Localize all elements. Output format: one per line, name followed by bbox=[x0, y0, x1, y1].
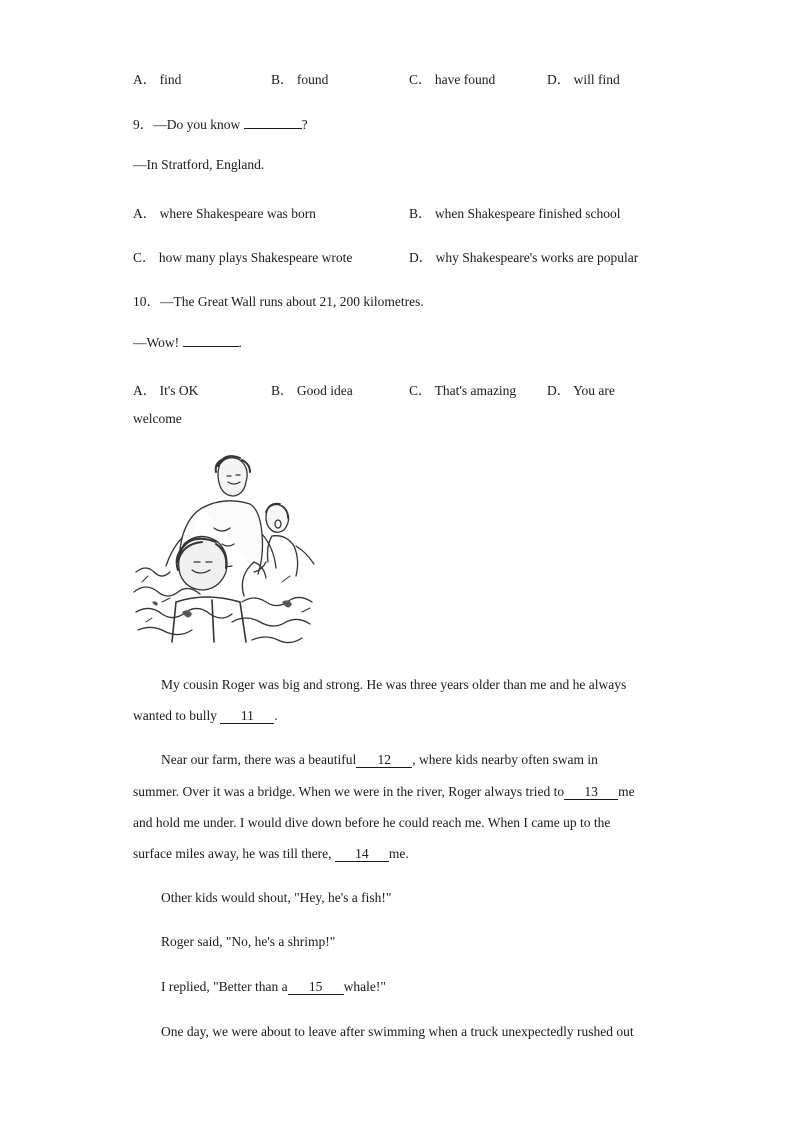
blank-11[interactable]: 11 bbox=[220, 709, 274, 724]
q9-option-b[interactable] bbox=[409, 202, 620, 222]
passage-p2-line4 bbox=[133, 846, 409, 862]
passage-text: . bbox=[274, 708, 278, 723]
passage-text: me bbox=[618, 784, 635, 799]
passage-p5 bbox=[161, 979, 386, 995]
passage-p4: Roger said, "No, he's a shrimp!" bbox=[161, 934, 336, 949]
q8-option-c[interactable] bbox=[409, 68, 495, 88]
question-number: 10． bbox=[133, 294, 160, 309]
q9-option-a[interactable] bbox=[133, 202, 316, 222]
option-letter: D． bbox=[547, 72, 571, 87]
answer-blank[interactable] bbox=[244, 128, 302, 129]
option-letter: C． bbox=[409, 383, 432, 398]
passage-p2-line2 bbox=[133, 784, 635, 800]
swimmers-illustration bbox=[132, 452, 320, 646]
passage-text: I replied, "Better than a bbox=[161, 979, 288, 994]
blank-13[interactable]: 13 bbox=[564, 785, 618, 800]
option-text: will find bbox=[573, 72, 620, 87]
blank-12[interactable]: 12 bbox=[356, 753, 412, 768]
option-letter: B． bbox=[409, 206, 432, 221]
option-letter: A． bbox=[133, 206, 157, 221]
option-text: It's OK bbox=[159, 383, 199, 398]
q8-option-d[interactable] bbox=[547, 68, 620, 88]
answer-blank[interactable] bbox=[183, 346, 239, 347]
stem-text: —The Great Wall runs about 21, 200 kilometres. bbox=[160, 294, 424, 309]
option-letter: A． bbox=[133, 383, 157, 398]
option-letter: C． bbox=[133, 250, 156, 265]
q10-option-c[interactable] bbox=[409, 379, 516, 399]
passage-p1-line1: My cousin Roger was big and strong. He was three years older than me and he always bbox=[161, 677, 627, 692]
option-text: why Shakespeare's works are popular bbox=[435, 250, 639, 265]
passage-text: whale!" bbox=[343, 979, 386, 994]
q10-stem bbox=[133, 290, 424, 310]
option-letter: C． bbox=[409, 72, 432, 87]
q10-option-d-wrap: welcome bbox=[133, 411, 182, 426]
passage-text: surface miles away, he was till there, bbox=[133, 846, 332, 861]
option-letter: B． bbox=[271, 383, 294, 398]
option-text: have found bbox=[434, 72, 496, 87]
passage-p2-line3: and hold me under. I would dive down before he could reach me. When I came up to the bbox=[133, 815, 611, 830]
passage-p3: Other kids would shout, "Hey, he's a fish!" bbox=[161, 890, 392, 905]
option-text: where Shakespeare was born bbox=[159, 206, 316, 221]
option-letter: A． bbox=[133, 72, 157, 87]
reply-text: —Wow! bbox=[133, 335, 180, 350]
q10-option-b[interactable] bbox=[271, 379, 353, 399]
stem-text: —Do you know bbox=[153, 117, 241, 132]
option-text: That's amazing bbox=[434, 383, 517, 398]
option-text: how many plays Shakespeare wrote bbox=[158, 250, 353, 265]
question-number: 9． bbox=[133, 117, 154, 132]
option-letter: D． bbox=[547, 383, 571, 398]
option-text: You are bbox=[573, 383, 615, 398]
q8-option-a[interactable] bbox=[133, 68, 181, 88]
passage-text: summer. Over it was a bridge. When we were in the river, Roger always tried to bbox=[133, 784, 565, 799]
option-text: find bbox=[159, 72, 182, 87]
passage-text: me. bbox=[388, 846, 409, 861]
passage-p1-line2 bbox=[133, 708, 278, 724]
option-letter: D． bbox=[409, 250, 433, 265]
stem-punct: ? bbox=[301, 117, 308, 132]
q9-reply: —In Stratford, England. bbox=[133, 157, 265, 172]
q9-stem bbox=[133, 113, 308, 133]
option-letter: B． bbox=[271, 72, 294, 87]
option-text: Good idea bbox=[296, 383, 353, 398]
option-text: found bbox=[296, 72, 329, 87]
q9-option-c[interactable] bbox=[133, 246, 352, 266]
blank-14[interactable]: 14 bbox=[335, 847, 389, 862]
passage-text: wanted to bully bbox=[133, 708, 217, 723]
q8-option-b[interactable] bbox=[271, 68, 328, 88]
q10-option-d[interactable] bbox=[547, 379, 615, 399]
reply-punct: . bbox=[238, 335, 242, 350]
q10-option-a[interactable] bbox=[133, 379, 198, 399]
blank-15[interactable]: 15 bbox=[288, 980, 344, 995]
passage-text: Near our farm, there was a beautiful bbox=[161, 752, 357, 767]
q10-reply bbox=[133, 335, 242, 351]
q9-option-d[interactable] bbox=[409, 246, 638, 266]
passage-p6: One day, we were about to leave after swimming when a truck unexpectedly rushed out bbox=[161, 1024, 634, 1039]
passage-p2-line1 bbox=[161, 752, 598, 768]
passage-text: , where kids nearby often swam in bbox=[412, 752, 598, 767]
option-text: when Shakespeare finished school bbox=[434, 206, 621, 221]
